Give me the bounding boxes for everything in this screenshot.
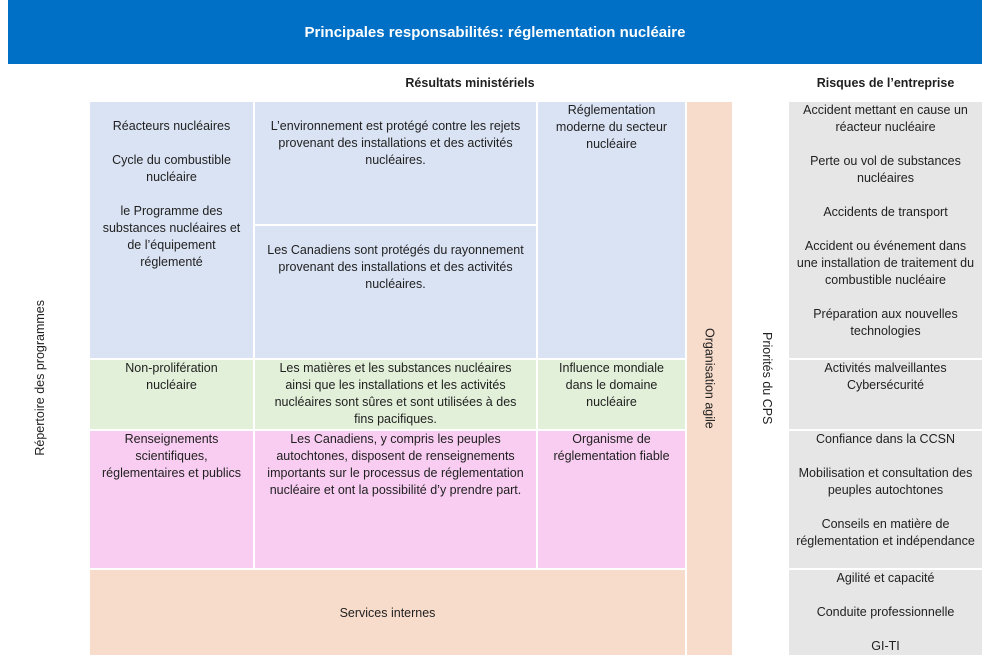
program-cell-blue	[90, 102, 253, 358]
risk-item: Préparation aux nouvelles technologies	[813, 307, 958, 338]
risk-item: GI-TI	[871, 639, 900, 653]
risk-item: Accidents de transport	[823, 205, 948, 219]
results-header: Résultats ministériels	[405, 76, 535, 90]
page-title: Principales responsabilités: réglementation nucléaire	[8, 0, 982, 64]
priorities-label: Priorités du CPS	[760, 332, 774, 425]
risk-group-1	[789, 102, 982, 358]
risk-item: Accident ou événement dans une installation de traitement du combustible nucléaire	[796, 239, 975, 287]
result-indigenous-info: Les Canadiens, y compris les peuples autochtones, disposent de renseignements importants sur le processus de réglementation nucléaire et ont la possibilité d’y prendre part.	[255, 431, 536, 568]
risk-item: Conduite professionnelle	[816, 605, 955, 619]
program-fuel-cycle: Cycle du combustible nucléaire	[112, 153, 231, 184]
program-inventory-label: Répertoire des programmes	[33, 299, 47, 456]
program-substances: le Programme des substances nucléaires et de l’équipement réglementé	[102, 204, 241, 269]
risk-item: Perte ou vol de substances nucléaires	[810, 154, 961, 185]
internal-services: Services internes	[90, 570, 685, 655]
priority-global-influence: Influence mondiale dans le domaine nucléaire	[538, 360, 685, 429]
risks-header: Risques de l’entreprise	[816, 76, 955, 90]
risk-item: Accident mettant en cause un réacteur nucléaire	[803, 103, 968, 134]
risk-item: Conseils en matière de réglementation et indépendance	[796, 517, 975, 548]
agile-organisation-bar: Organisation agile	[687, 102, 732, 655]
risk-group-2	[789, 360, 982, 429]
priority-trusted-regulator: Organisme de réglementation fiable	[538, 431, 685, 568]
risk-item: Activités malveillantes	[824, 361, 947, 375]
result-environment: L’environnement est protégé contre les rejets provenant des installations et des activités nucléaires.	[255, 102, 536, 224]
result-materials-safe: Les matières et les substances nucléaires ainsi que les installations et les activités nucléaires sont sûres et sont utilisées à des fins pacifiques.	[255, 360, 536, 429]
risk-group-3	[789, 431, 982, 568]
program-nonproliferation: Non-prolifération nucléaire	[90, 360, 253, 429]
risk-group-4	[789, 570, 982, 655]
priority-modern-regulation: Réglementation moderne du secteur nucléaire	[538, 102, 685, 358]
program-reactors: Réacteurs nucléaires	[112, 119, 231, 133]
risk-item: Agilité et capacité	[836, 571, 935, 585]
risk-item: Confiance dans la CCSN	[816, 432, 955, 446]
program-information: Renseignements scientifiques, réglementaires et publics	[90, 431, 253, 568]
risk-item: Mobilisation et consultation des peuples autochtones	[798, 466, 973, 497]
risk-item: Cybersécurité	[846, 378, 925, 392]
result-canadians-protected: Les Canadiens sont protégés du rayonnement provenant des installations et des activités nucléaires.	[255, 226, 536, 358]
